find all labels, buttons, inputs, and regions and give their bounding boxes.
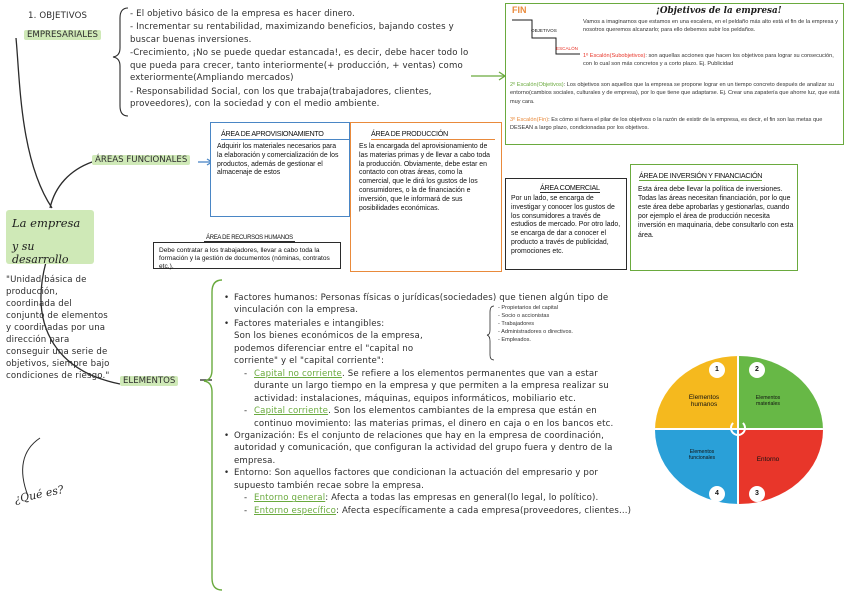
quadrant-4-number: 4 <box>709 486 725 502</box>
question-label: ¿Qué es? <box>13 482 65 507</box>
quadrant-1-label: Elementos humanos <box>688 394 720 409</box>
organizacion: • Organización: Es el conjunto de relaciones que hay en la empresa de coordinación, autoridad y comunicación, que configuran la actividad del grupo fuera y dentro de la empresa. <box>224 430 634 467</box>
humanos-list-item: - Trabajadores <box>498 321 535 328</box>
factores-materiales-desc: Son los bienes económicos de la empresa, podemos diferenciar entre el "capital no corriente" y el "capital corriente": <box>234 331 423 367</box>
area-aprovisionamiento-text: Adquirir los materiales necesarios para la elaboración y comercialización de los productos, además de gestionar el almacenaje de estos <box>217 143 339 177</box>
area-aprovisionamiento <box>210 122 350 217</box>
capital-corriente <box>234 405 634 430</box>
escalon-1 <box>583 52 839 69</box>
capital-corriente-text: . Son los elementos cambiantes de la empresa que están en continuo movimiento: las materias primas, el dinero en caja o en los bancos etc. <box>254 406 614 429</box>
humanos-list-item: - Administradores o directivos. <box>498 329 573 336</box>
factores-humanos: • Factores humanos: Personas físicas o jurídicas(sociedades) que tienen algún tipo de vinculación con la empresa. <box>224 292 634 317</box>
quadrant-4 <box>655 430 739 504</box>
area-recursos-humanos-title: ÁREA DE RECURSOS HUMANOS <box>206 235 293 241</box>
area-produccion <box>350 122 502 272</box>
escalon-3-text: : Es cómo si fuera el pilar de los objetivos o la razón de existir de la empresa, es decir, el fin son las metas que DESEAN a largo plazo, condicionadas por los objetivos. <box>510 117 823 132</box>
escalon-3-label: 3º Escalón(Fin) <box>510 117 549 123</box>
entorno: • Entorno: Son aquellos factores que condicionan la actuación del empresario y por supuesto también recae sobre la empresa. - Entorno general: Afecta a todas las empresas en general(lo legal, lo político). - Entorno específico: Afecta específicamente a cada empresa(proveedores, clientes...) <box>224 467 634 517</box>
elementos-brace <box>204 280 222 590</box>
objetivo-item-4: - Responsabilidad Social, con los que trabaja(trabajadores, clientes, proveedores), con la sociedad y con el medio ambiente. <box>130 86 432 110</box>
area-recursos-humanos <box>153 235 341 271</box>
objetivo-item-2: - Incrementar su rentabilidad, maximizando beneficios, bajando costes y buscar buenas inversiones. <box>130 22 454 45</box>
stairs-icon <box>510 16 582 58</box>
objetivos-label-line2: EMPRESARIALES <box>24 30 101 40</box>
stair-label-2: ESCALÓN <box>556 46 578 51</box>
area-comercial-title: ÁREA COMERCIAL <box>540 183 600 192</box>
escalon-2-label: 2º Escalón(Objetivos) <box>510 82 564 88</box>
objetivos-label <box>24 10 120 41</box>
capital-corriente-label: Capital corriente <box>254 406 329 417</box>
objetivos-text <box>130 8 470 111</box>
area-aprovisionamiento-title: ÁREA DE APROVISIONAMIENTO <box>221 129 349 140</box>
area-inversion-financiacion <box>630 164 798 271</box>
areas-label: ÁREAS FUNCIONALES <box>92 155 190 165</box>
circle-center <box>730 420 746 436</box>
escalon-3 <box>510 116 840 133</box>
escalon-1-label: 1º Escalón(Subobjetivos) <box>583 53 646 59</box>
objetivos-panel-intro: Vamos a imaginarnos que estamos en una escalera, en el peldaño más alto está el fin de la empresa y nosotros queremos alcanzarlo; para ello debemos subir los peldaños. <box>583 19 838 34</box>
title-line-2: y su desarrollo <box>12 240 69 266</box>
escalon-2-text: : Los objetivos son aquellos que la empresa se propone lograr en un tiempo concreto después de analizar su entorno(cambios sociales, culturales y de empresa), por lo que tiene que adaptarse. Ej. Crear una zapatería que ahorre luz, que está muy cara. <box>510 82 840 105</box>
quadrant-2-label: Elementos materiales <box>755 395 781 407</box>
entorno-especifico-text: : Afecta específicamente a cada empresa(proveedores, clientes...) <box>336 505 632 516</box>
area-recursos-humanos-text: Debe contratar a los trabajadores, llevar a cabo toda la formación y la gestión de documentos (nóminas, contratos etc.). <box>159 247 330 271</box>
title-badge <box>6 210 94 264</box>
capital-no-corriente-text: . Se refiere a los elementos permanentes que van a estar durante un largo tiempo en la empresa y que permiten a la empresa realizar su actividad: instalaciones, máquinas, equipos informáticos, mobiliario etc. <box>254 368 609 404</box>
entorno-general-label: Entorno general <box>254 493 326 504</box>
humanos-list <box>498 304 608 345</box>
area-inversion-financiacion-text: Esta área debe llevar la política de inversiones. Todas las áreas necesitan financiación, por lo que este área debe aprobarlas y gestionarlas, cuando por ejemplo el área de producción necesita inversión en maquinaria, debe consultarlo con esta área. <box>638 186 794 239</box>
quadrant-2-number: 2 <box>749 362 765 378</box>
link-title-areas <box>50 162 92 208</box>
area-produccion-text: Es la encargada del aprovisionamiento de las materias primas y de llevar a cabo toda la producción. Obviamente, debe estar en contacto con otras áreas, como la comercial, que le dirá los gustos de los consumidores, o la de financiación e inversión, que le informará de sus posibilidades económicas. <box>359 143 490 212</box>
area-comercial <box>505 178 627 270</box>
quadrant-3-label: Entorno <box>756 456 780 463</box>
entorno-general-text: : Afecta a todas las empresas en general(lo legal, lo político). <box>325 493 599 504</box>
quadrant-1-number: 1 <box>709 362 725 378</box>
humanos-list-item: - Empleados. <box>498 337 531 344</box>
quadrant-1 <box>655 356 739 430</box>
link-title-objetivos <box>16 38 52 208</box>
elementos-label: ELEMENTOS <box>120 376 178 386</box>
escalon-1-text: : son aquellas acciones que hacen los objetivos para lograr su consecución, con lo cual son más concretos y a corto plazo. Ej. Publicidad <box>583 53 834 68</box>
capital-no-corriente-label: Capital no corriente <box>254 368 342 379</box>
humanos-list-item: - Socio o accionistas <box>498 313 550 320</box>
fin-label: FIN <box>512 5 527 15</box>
stair-label-1: OBJETIVOS <box>531 28 557 33</box>
objetivo-item-3: -Crecimiento, ¡No se puede quedar estancada!, es decir, debe hacer todo lo que pueda para crecer, tanto interiormente(+ producción, + ventas) como exteriormente(Ampliando mercados) <box>130 48 469 84</box>
objetivos-panel-title: ¡Objetivos de la empresa! <box>656 6 782 16</box>
objetivo-item-1: - El objetivo básico de la empresa es hacer dinero. <box>130 9 355 19</box>
entorno-general <box>234 492 634 504</box>
humanos-list-item: - Propietarios del capital <box>498 305 559 311</box>
entorno-especifico <box>234 505 634 517</box>
objetivos-label-line1: 1. OBJETIVOS <box>28 11 88 21</box>
quadrant-3-number: 3 <box>749 486 765 502</box>
definition-text: "Unidad básica de producción, coordinada del conjunto de elementos y coordinadas por una dirección para conseguir una serie de objetivos, siempre bajo condiciones de riesgo." <box>6 275 110 382</box>
escalon-2 <box>510 81 840 106</box>
area-comercial-text: Por un lado, se encarga de investigar y conocer los gustos de los consumidores a través de estudios de mercado. Por otro lado, se encarga de dar a conocer el producto a través de publicidad, promociones etc. <box>511 195 621 255</box>
entorno-especifico-label: Entorno específico <box>254 505 337 516</box>
area-produccion-title: ÁREA DE PRODUCCIÓN <box>371 129 495 140</box>
quadrant-4-label: Elementos funcionales <box>688 449 716 461</box>
factores-materiales: • Factores materiales e intangibles: Son los bienes económicos de la empresa, podemos diferenciar entre el "capital no corriente" y el "capital corriente": - Capital no corriente. Se refiere a los elementos permanentes que van a estar durante un largo tiempo en la empresa y que permiten a la empresa realizar su actividad: instalaciones, máquinas, equipos informáticos, mobiliario etc. - Capital corriente. Son los elementos cambiantes de la empresa que están en continuo movimiento: las materias primas, el dinero en caja o en los bancos etc. <box>224 318 634 430</box>
title-line-1: La empresa <box>12 216 81 230</box>
capital-no-corriente <box>234 368 634 405</box>
area-inversion-financiacion-title: ÁREA DE INVERSIÓN Y FINANCIACIÓN <box>639 171 763 180</box>
